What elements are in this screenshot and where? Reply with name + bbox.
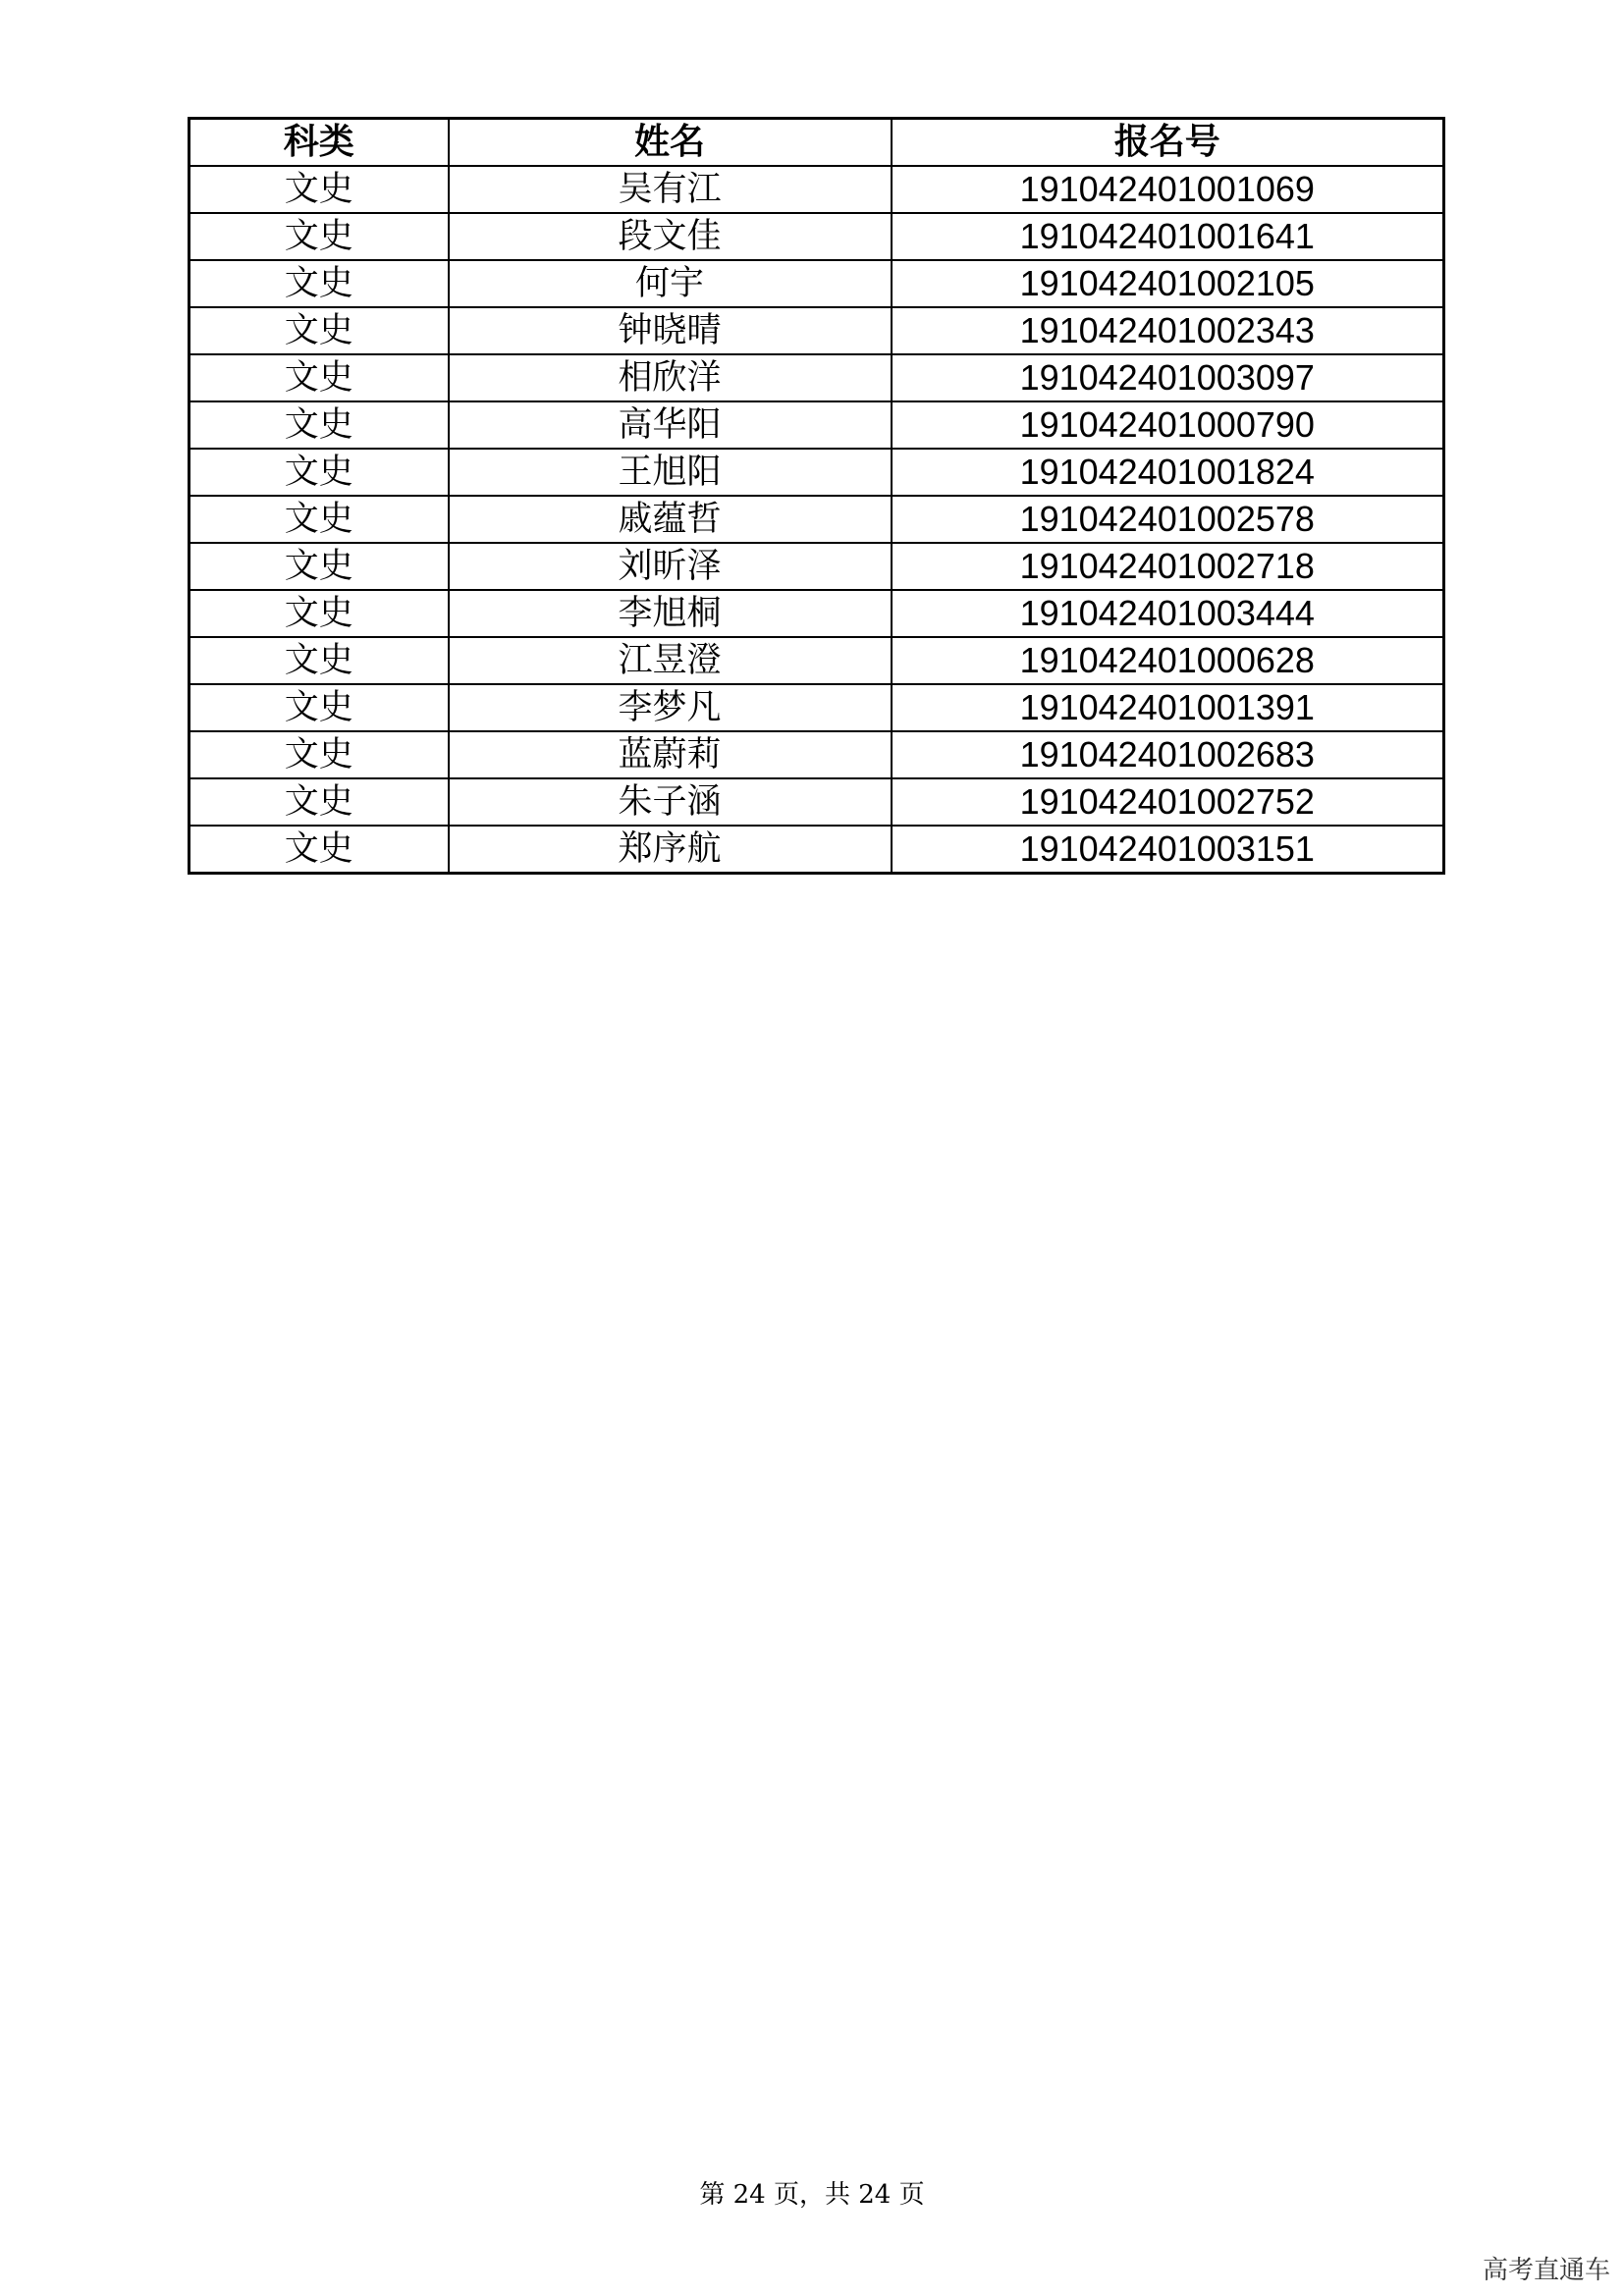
page-number-footer: 第 24 页，共 24 页 <box>699 2180 925 2210</box>
registration-number-cell: 191042401001641 <box>892 213 1444 260</box>
registration-number-cell: 191042401002105 <box>892 260 1444 307</box>
table-row <box>189 731 1444 778</box>
registration-number-cell: 191042401002752 <box>892 778 1444 826</box>
category-cell: 文史 <box>189 307 449 354</box>
table-row <box>189 449 1444 496</box>
name-cell: 戚蕴哲 <box>449 496 892 543</box>
table-row <box>189 778 1444 826</box>
table-row <box>189 543 1444 590</box>
roster-table <box>188 117 1445 875</box>
watermark-text: 高考直通车 <box>1482 2256 1610 2285</box>
name-cell: 江昱澄 <box>449 637 892 684</box>
registration-number-cell: 191042401001069 <box>892 166 1444 213</box>
registration-number-cell: 191042401000790 <box>892 401 1444 449</box>
name-cell: 段文佳 <box>449 213 892 260</box>
category-cell: 文史 <box>189 354 449 401</box>
registration-number-cell: 191042401003151 <box>892 826 1444 874</box>
name-cell: 吴有江 <box>449 166 892 213</box>
name-cell: 王旭阳 <box>449 449 892 496</box>
category-cell: 文史 <box>189 731 449 778</box>
name-cell: 郑序航 <box>449 826 892 874</box>
table-header-row <box>189 119 1444 167</box>
category-cell: 文史 <box>189 543 449 590</box>
table-row <box>189 637 1444 684</box>
table-row <box>189 260 1444 307</box>
table-row <box>189 496 1444 543</box>
category-cell: 文史 <box>189 637 449 684</box>
table-row <box>189 307 1444 354</box>
category-cell: 文史 <box>189 401 449 449</box>
name-cell: 钟晓晴 <box>449 307 892 354</box>
table-row <box>189 401 1444 449</box>
table-row <box>189 213 1444 260</box>
category-cell: 文史 <box>189 684 449 731</box>
table-row <box>189 354 1444 401</box>
category-cell: 文史 <box>189 213 449 260</box>
table-row <box>189 590 1444 637</box>
category-cell: 文史 <box>189 260 449 307</box>
category-cell: 文史 <box>189 826 449 874</box>
table-row <box>189 826 1444 874</box>
name-cell: 李旭桐 <box>449 590 892 637</box>
category-cell: 文史 <box>189 449 449 496</box>
table-row <box>189 684 1444 731</box>
registration-number-cell: 191042401003444 <box>892 590 1444 637</box>
registration-number-cell: 191042401001824 <box>892 449 1444 496</box>
table-row <box>189 166 1444 213</box>
table-body <box>189 166 1444 874</box>
name-cell: 高华阳 <box>449 401 892 449</box>
registration-number-cell: 191042401002718 <box>892 543 1444 590</box>
registration-number-cell: 191042401003097 <box>892 354 1444 401</box>
name-cell: 蓝蔚莉 <box>449 731 892 778</box>
registration-number-cell: 191042401002578 <box>892 496 1444 543</box>
name-cell: 刘昕泽 <box>449 543 892 590</box>
registration-number-cell: 191042401001391 <box>892 684 1444 731</box>
category-cell: 文史 <box>189 166 449 213</box>
name-cell: 朱子涵 <box>449 778 892 826</box>
name-cell: 相欣洋 <box>449 354 892 401</box>
category-cell: 文史 <box>189 778 449 826</box>
name-cell: 何宇 <box>449 260 892 307</box>
category-cell: 文史 <box>189 496 449 543</box>
header-name: 姓名 <box>449 119 892 167</box>
registration-number-cell: 191042401002343 <box>892 307 1444 354</box>
header-category: 科类 <box>189 119 449 167</box>
registration-number-cell: 191042401002683 <box>892 731 1444 778</box>
category-cell: 文史 <box>189 590 449 637</box>
header-registration-number: 报名号 <box>892 119 1444 167</box>
name-cell: 李梦凡 <box>449 684 892 731</box>
registration-number-cell: 191042401000628 <box>892 637 1444 684</box>
